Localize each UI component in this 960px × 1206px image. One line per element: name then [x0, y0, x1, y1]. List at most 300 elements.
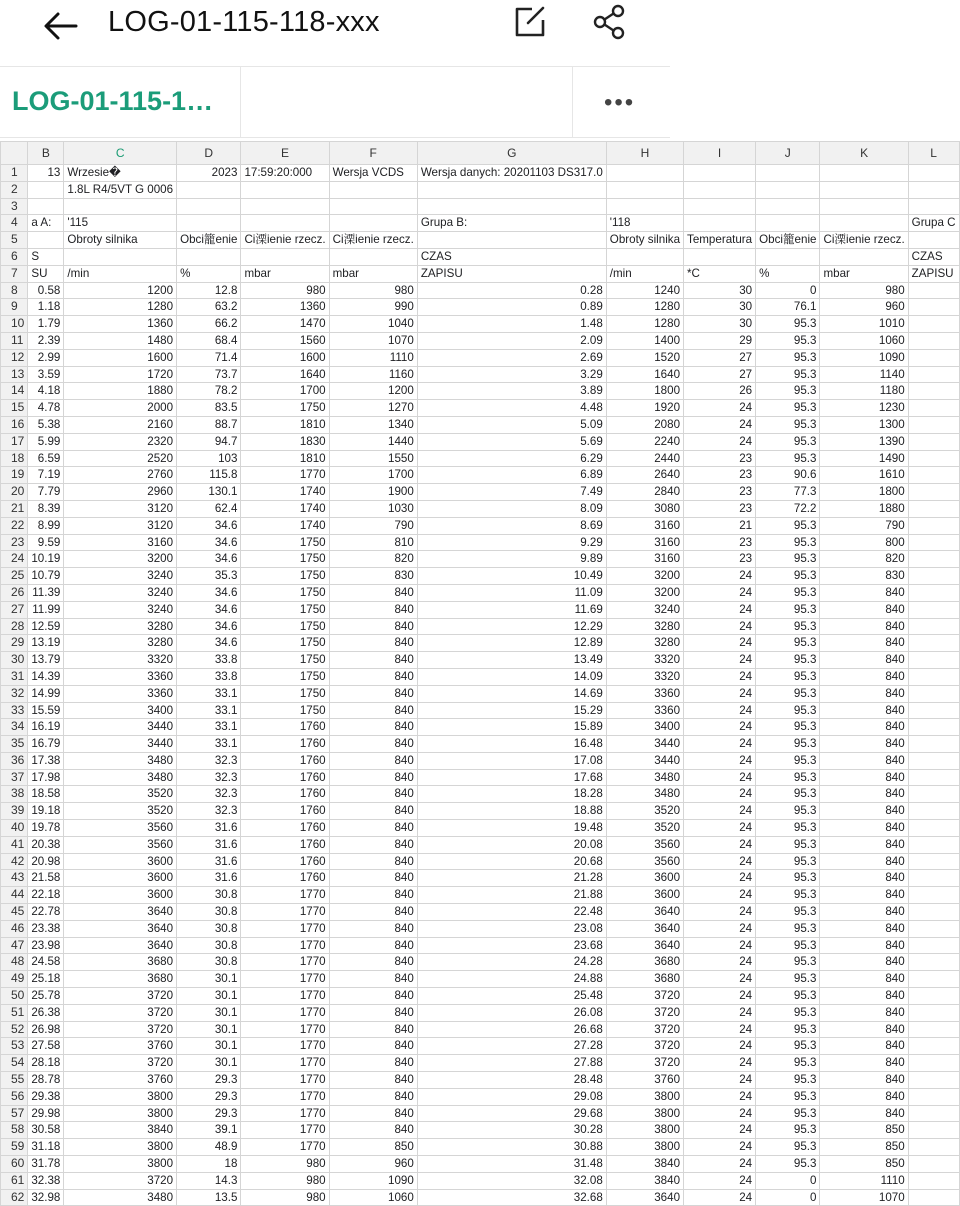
cell-i16[interactable]: 24 — [684, 416, 756, 433]
cell-b39[interactable]: 19.18 — [28, 803, 64, 820]
cell-i52[interactable]: 24 — [684, 1021, 756, 1038]
cell-b59[interactable]: 31.18 — [28, 1139, 64, 1156]
cell-j39[interactable]: 95.3 — [756, 803, 820, 820]
cell-l8[interactable] — [908, 282, 959, 299]
cell-g40[interactable]: 19.48 — [417, 820, 606, 837]
cell-e13[interactable]: 1640 — [241, 366, 329, 383]
cell-d4[interactable] — [177, 215, 241, 232]
cell-k29[interactable]: 840 — [820, 635, 908, 652]
cell-l7[interactable]: ZAPISU — [908, 265, 959, 282]
cell-l30[interactable] — [908, 652, 959, 669]
row-header[interactable]: 43 — [1, 870, 28, 887]
cell-e48[interactable]: 1770 — [241, 954, 329, 971]
cell-i48[interactable]: 24 — [684, 954, 756, 971]
cell-c60[interactable]: 3800 — [64, 1156, 177, 1173]
cell-c25[interactable]: 3240 — [64, 568, 177, 585]
cell-j8[interactable]: 0 — [756, 282, 820, 299]
cell-k5[interactable]: Ci溧ienie rzecz. — [820, 232, 908, 249]
sheet-tab-active[interactable]: LOG-01-115-1… — [12, 86, 214, 116]
cell-d46[interactable]: 30.8 — [177, 920, 241, 937]
cell-b58[interactable]: 30.58 — [28, 1122, 64, 1139]
cell-i56[interactable]: 24 — [684, 1088, 756, 1105]
cell-e43[interactable]: 1760 — [241, 870, 329, 887]
cell-h30[interactable]: 3320 — [606, 652, 683, 669]
cell-j19[interactable]: 90.6 — [756, 467, 820, 484]
cell-b61[interactable]: 32.38 — [28, 1172, 64, 1189]
cell-j17[interactable]: 95.3 — [756, 433, 820, 450]
cell-g21[interactable]: 8.09 — [417, 500, 606, 517]
cell-d62[interactable]: 13.5 — [177, 1189, 241, 1206]
cell-h57[interactable]: 3800 — [606, 1105, 683, 1122]
cell-f24[interactable]: 820 — [329, 551, 417, 568]
cell-e5[interactable]: Ci溧ienie rzecz. — [241, 232, 329, 249]
cell-e19[interactable]: 1770 — [241, 467, 329, 484]
cell-d51[interactable]: 30.1 — [177, 1004, 241, 1021]
cell-h48[interactable]: 3680 — [606, 954, 683, 971]
cell-l61[interactable] — [908, 1172, 959, 1189]
cell-b31[interactable]: 14.39 — [28, 668, 64, 685]
cell-b56[interactable]: 29.38 — [28, 1088, 64, 1105]
cell-f17[interactable]: 1440 — [329, 433, 417, 450]
cell-i13[interactable]: 27 — [684, 366, 756, 383]
cell-f26[interactable]: 840 — [329, 584, 417, 601]
cell-g45[interactable]: 22.48 — [417, 904, 606, 921]
cell-d9[interactable]: 63.2 — [177, 299, 241, 316]
cell-e30[interactable]: 1750 — [241, 652, 329, 669]
cell-j58[interactable]: 95.3 — [756, 1122, 820, 1139]
cell-j47[interactable]: 95.3 — [756, 937, 820, 954]
cell-d52[interactable]: 30.1 — [177, 1021, 241, 1038]
cell-f29[interactable]: 840 — [329, 635, 417, 652]
row-header[interactable]: 61 — [1, 1172, 28, 1189]
cell-j13[interactable]: 95.3 — [756, 366, 820, 383]
row-header[interactable]: 24 — [1, 551, 28, 568]
cell-k13[interactable]: 1140 — [820, 366, 908, 383]
cell-i10[interactable]: 30 — [684, 316, 756, 333]
row-header[interactable]: 51 — [1, 1004, 28, 1021]
cell-d35[interactable]: 33.1 — [177, 736, 241, 753]
cell-c13[interactable]: 1720 — [64, 366, 177, 383]
cell-g10[interactable]: 1.48 — [417, 316, 606, 333]
cell-i58[interactable]: 24 — [684, 1122, 756, 1139]
cell-b38[interactable]: 18.58 — [28, 786, 64, 803]
cell-d58[interactable]: 39.1 — [177, 1122, 241, 1139]
cell-c7[interactable]: /min — [64, 265, 177, 282]
cell-k46[interactable]: 840 — [820, 920, 908, 937]
cell-j28[interactable]: 95.3 — [756, 618, 820, 635]
cell-f59[interactable]: 850 — [329, 1139, 417, 1156]
cell-e40[interactable]: 1760 — [241, 820, 329, 837]
cell-h23[interactable]: 3160 — [606, 534, 683, 551]
cell-f1[interactable]: Wersja VCDS — [329, 165, 417, 182]
row-header[interactable]: 11 — [1, 332, 28, 349]
cell-d14[interactable]: 78.2 — [177, 383, 241, 400]
cell-e54[interactable]: 1770 — [241, 1055, 329, 1072]
cell-f9[interactable]: 990 — [329, 299, 417, 316]
cell-l58[interactable] — [908, 1122, 959, 1139]
row-header[interactable]: 33 — [1, 702, 28, 719]
cell-e25[interactable]: 1750 — [241, 568, 329, 585]
cell-l46[interactable] — [908, 920, 959, 937]
cell-h40[interactable]: 3520 — [606, 820, 683, 837]
cell-k48[interactable]: 840 — [820, 954, 908, 971]
cell-b14[interactable]: 4.18 — [28, 383, 64, 400]
cell-j30[interactable]: 95.3 — [756, 652, 820, 669]
cell-h28[interactable]: 3280 — [606, 618, 683, 635]
row-header[interactable]: 29 — [1, 635, 28, 652]
cell-h25[interactable]: 3200 — [606, 568, 683, 585]
cell-d47[interactable]: 30.8 — [177, 937, 241, 954]
cell-k54[interactable]: 840 — [820, 1055, 908, 1072]
row-header[interactable]: 53 — [1, 1038, 28, 1055]
column-header-j[interactable]: J — [756, 142, 820, 165]
cell-g8[interactable]: 0.28 — [417, 282, 606, 299]
cell-k53[interactable]: 840 — [820, 1038, 908, 1055]
cell-e7[interactable]: mbar — [241, 265, 329, 282]
cell-d16[interactable]: 88.7 — [177, 416, 241, 433]
cell-d6[interactable] — [177, 248, 241, 265]
cell-c53[interactable]: 3760 — [64, 1038, 177, 1055]
cell-b23[interactable]: 9.59 — [28, 534, 64, 551]
row-header[interactable]: 25 — [1, 568, 28, 585]
cell-k18[interactable]: 1490 — [820, 450, 908, 467]
cell-b11[interactable]: 2.39 — [28, 332, 64, 349]
cell-e56[interactable]: 1770 — [241, 1088, 329, 1105]
row-header[interactable]: 10 — [1, 316, 28, 333]
cell-f62[interactable]: 1060 — [329, 1189, 417, 1206]
cell-k4[interactable] — [820, 215, 908, 232]
cell-h10[interactable]: 1280 — [606, 316, 683, 333]
cell-g47[interactable]: 23.68 — [417, 937, 606, 954]
cell-l43[interactable] — [908, 870, 959, 887]
cell-b42[interactable]: 20.98 — [28, 853, 64, 870]
cell-e33[interactable]: 1750 — [241, 702, 329, 719]
cell-d44[interactable]: 30.8 — [177, 887, 241, 904]
cell-b53[interactable]: 27.58 — [28, 1038, 64, 1055]
cell-i50[interactable]: 24 — [684, 988, 756, 1005]
cell-b21[interactable]: 8.39 — [28, 500, 64, 517]
cell-i1[interactable] — [684, 165, 756, 182]
row-header[interactable]: 42 — [1, 853, 28, 870]
cell-j2[interactable] — [756, 181, 820, 198]
cell-g9[interactable]: 0.89 — [417, 299, 606, 316]
cell-h9[interactable]: 1280 — [606, 299, 683, 316]
cell-f19[interactable]: 1700 — [329, 467, 417, 484]
cell-c49[interactable]: 3680 — [64, 971, 177, 988]
row-header[interactable]: 1 — [1, 165, 28, 182]
cell-c24[interactable]: 3200 — [64, 551, 177, 568]
cell-g52[interactable]: 26.68 — [417, 1021, 606, 1038]
cell-k41[interactable]: 840 — [820, 836, 908, 853]
cell-l34[interactable] — [908, 719, 959, 736]
cell-d10[interactable]: 66.2 — [177, 316, 241, 333]
cell-l23[interactable] — [908, 534, 959, 551]
cell-j14[interactable]: 95.3 — [756, 383, 820, 400]
cell-j59[interactable]: 95.3 — [756, 1139, 820, 1156]
cell-c28[interactable]: 3280 — [64, 618, 177, 635]
cell-f4[interactable] — [329, 215, 417, 232]
cell-i36[interactable]: 24 — [684, 752, 756, 769]
cell-h20[interactable]: 2840 — [606, 484, 683, 501]
cell-g23[interactable]: 9.29 — [417, 534, 606, 551]
cell-f50[interactable]: 840 — [329, 988, 417, 1005]
cell-h21[interactable]: 3080 — [606, 500, 683, 517]
cell-l57[interactable] — [908, 1105, 959, 1122]
cell-c39[interactable]: 3520 — [64, 803, 177, 820]
row-header[interactable]: 58 — [1, 1122, 28, 1139]
cell-k6[interactable] — [820, 248, 908, 265]
cell-i19[interactable]: 23 — [684, 467, 756, 484]
row-header[interactable]: 35 — [1, 736, 28, 753]
cell-h61[interactable]: 3840 — [606, 1172, 683, 1189]
cell-c32[interactable]: 3360 — [64, 685, 177, 702]
cell-c8[interactable]: 1200 — [64, 282, 177, 299]
cell-f35[interactable]: 840 — [329, 736, 417, 753]
cell-e42[interactable]: 1760 — [241, 853, 329, 870]
cell-j9[interactable]: 76.1 — [756, 299, 820, 316]
cell-j57[interactable]: 95.3 — [756, 1105, 820, 1122]
cell-j3[interactable] — [756, 198, 820, 215]
more-options-button[interactable]: ••• — [604, 89, 636, 116]
cell-e29[interactable]: 1750 — [241, 635, 329, 652]
cell-b57[interactable]: 29.98 — [28, 1105, 64, 1122]
cell-d2[interactable] — [177, 181, 241, 198]
cell-l54[interactable] — [908, 1055, 959, 1072]
cell-f52[interactable]: 840 — [329, 1021, 417, 1038]
cell-c27[interactable]: 3240 — [64, 601, 177, 618]
cell-b50[interactable]: 25.78 — [28, 988, 64, 1005]
cell-j10[interactable]: 95.3 — [756, 316, 820, 333]
row-header[interactable]: 36 — [1, 752, 28, 769]
cell-f58[interactable]: 840 — [329, 1122, 417, 1139]
row-header[interactable]: 26 — [1, 584, 28, 601]
cell-h56[interactable]: 3800 — [606, 1088, 683, 1105]
cell-j51[interactable]: 95.3 — [756, 1004, 820, 1021]
row-header[interactable]: 34 — [1, 719, 28, 736]
cell-c6[interactable] — [64, 248, 177, 265]
cell-c22[interactable]: 3120 — [64, 517, 177, 534]
cell-g59[interactable]: 30.88 — [417, 1139, 606, 1156]
cell-b15[interactable]: 4.78 — [28, 400, 64, 417]
cell-i17[interactable]: 24 — [684, 433, 756, 450]
cell-d19[interactable]: 115.8 — [177, 467, 241, 484]
row-header[interactable]: 19 — [1, 467, 28, 484]
cell-h53[interactable]: 3720 — [606, 1038, 683, 1055]
cell-k7[interactable]: mbar — [820, 265, 908, 282]
cell-l50[interactable] — [908, 988, 959, 1005]
cell-i5[interactable]: Temperatura — [684, 232, 756, 249]
cell-e6[interactable] — [241, 248, 329, 265]
cell-j61[interactable]: 0 — [756, 1172, 820, 1189]
column-header-h[interactable]: H — [606, 142, 683, 165]
cell-f34[interactable]: 840 — [329, 719, 417, 736]
cell-e62[interactable]: 980 — [241, 1189, 329, 1206]
cell-b7[interactable]: SU — [28, 265, 64, 282]
cell-l18[interactable] — [908, 450, 959, 467]
cell-b25[interactable]: 10.79 — [28, 568, 64, 585]
cell-f25[interactable]: 830 — [329, 568, 417, 585]
cell-h7[interactable]: /min — [606, 265, 683, 282]
cell-j60[interactable]: 95.3 — [756, 1156, 820, 1173]
cell-e35[interactable]: 1760 — [241, 736, 329, 753]
cell-f6[interactable] — [329, 248, 417, 265]
cell-f15[interactable]: 1270 — [329, 400, 417, 417]
cell-b40[interactable]: 19.78 — [28, 820, 64, 837]
cell-l51[interactable] — [908, 1004, 959, 1021]
cell-d37[interactable]: 32.3 — [177, 769, 241, 786]
cell-b51[interactable]: 26.38 — [28, 1004, 64, 1021]
cell-h29[interactable]: 3280 — [606, 635, 683, 652]
row-header[interactable]: 23 — [1, 534, 28, 551]
cell-f61[interactable]: 1090 — [329, 1172, 417, 1189]
cell-g43[interactable]: 21.28 — [417, 870, 606, 887]
cell-g11[interactable]: 2.09 — [417, 332, 606, 349]
row-header[interactable]: 4 — [1, 215, 28, 232]
cell-e3[interactable] — [241, 198, 329, 215]
cell-l31[interactable] — [908, 668, 959, 685]
cell-c46[interactable]: 3640 — [64, 920, 177, 937]
cell-b41[interactable]: 20.38 — [28, 836, 64, 853]
row-header[interactable]: 37 — [1, 769, 28, 786]
cell-l20[interactable] — [908, 484, 959, 501]
row-header[interactable]: 18 — [1, 450, 28, 467]
cell-h52[interactable]: 3720 — [606, 1021, 683, 1038]
cell-f53[interactable]: 840 — [329, 1038, 417, 1055]
cell-b20[interactable]: 7.79 — [28, 484, 64, 501]
cell-h39[interactable]: 3520 — [606, 803, 683, 820]
cell-k21[interactable]: 1880 — [820, 500, 908, 517]
cell-i14[interactable]: 26 — [684, 383, 756, 400]
cell-j45[interactable]: 95.3 — [756, 904, 820, 921]
cell-i15[interactable]: 24 — [684, 400, 756, 417]
row-header[interactable]: 50 — [1, 988, 28, 1005]
cell-f54[interactable]: 840 — [329, 1055, 417, 1072]
cell-h50[interactable]: 3720 — [606, 988, 683, 1005]
cell-h37[interactable]: 3480 — [606, 769, 683, 786]
cell-b49[interactable]: 25.18 — [28, 971, 64, 988]
cell-c41[interactable]: 3560 — [64, 836, 177, 853]
cell-g60[interactable]: 31.48 — [417, 1156, 606, 1173]
cell-h17[interactable]: 2240 — [606, 433, 683, 450]
cell-i7[interactable]: *C — [684, 265, 756, 282]
cell-g48[interactable]: 24.28 — [417, 954, 606, 971]
row-header[interactable]: 13 — [1, 366, 28, 383]
cell-k25[interactable]: 830 — [820, 568, 908, 585]
cell-l36[interactable] — [908, 752, 959, 769]
cell-c57[interactable]: 3800 — [64, 1105, 177, 1122]
cell-j7[interactable]: % — [756, 265, 820, 282]
cell-d24[interactable]: 34.6 — [177, 551, 241, 568]
cell-l33[interactable] — [908, 702, 959, 719]
cell-k17[interactable]: 1390 — [820, 433, 908, 450]
cell-j20[interactable]: 77.3 — [756, 484, 820, 501]
cell-c55[interactable]: 3760 — [64, 1072, 177, 1089]
cell-l60[interactable] — [908, 1156, 959, 1173]
cell-b33[interactable]: 15.59 — [28, 702, 64, 719]
cell-j27[interactable]: 95.3 — [756, 601, 820, 618]
cell-b52[interactable]: 26.98 — [28, 1021, 64, 1038]
cell-b62[interactable]: 32.98 — [28, 1189, 64, 1206]
cell-b37[interactable]: 17.98 — [28, 769, 64, 786]
cell-i21[interactable]: 23 — [684, 500, 756, 517]
cell-d27[interactable]: 34.6 — [177, 601, 241, 618]
cell-i30[interactable]: 24 — [684, 652, 756, 669]
cell-j16[interactable]: 95.3 — [756, 416, 820, 433]
cell-c11[interactable]: 1480 — [64, 332, 177, 349]
cell-j40[interactable]: 95.3 — [756, 820, 820, 837]
cell-g62[interactable]: 32.68 — [417, 1189, 606, 1206]
row-header[interactable]: 52 — [1, 1021, 28, 1038]
cell-e46[interactable]: 1770 — [241, 920, 329, 937]
cell-l14[interactable] — [908, 383, 959, 400]
row-header[interactable]: 12 — [1, 349, 28, 366]
cell-j11[interactable]: 95.3 — [756, 332, 820, 349]
cell-j1[interactable] — [756, 165, 820, 182]
cell-j42[interactable]: 95.3 — [756, 853, 820, 870]
cell-h19[interactable]: 2640 — [606, 467, 683, 484]
cell-c54[interactable]: 3720 — [64, 1055, 177, 1072]
cell-k60[interactable]: 850 — [820, 1156, 908, 1173]
row-header[interactable]: 55 — [1, 1072, 28, 1089]
cell-l5[interactable] — [908, 232, 959, 249]
cell-g31[interactable]: 14.09 — [417, 668, 606, 685]
cell-j25[interactable]: 95.3 — [756, 568, 820, 585]
cell-l27[interactable] — [908, 601, 959, 618]
cell-l35[interactable] — [908, 736, 959, 753]
cell-c2[interactable]: 1.8L R4/5VT G 0006 — [64, 181, 177, 198]
cell-j32[interactable]: 95.3 — [756, 685, 820, 702]
cell-j48[interactable]: 95.3 — [756, 954, 820, 971]
cell-l1[interactable] — [908, 165, 959, 182]
cell-g37[interactable]: 17.68 — [417, 769, 606, 786]
cell-k42[interactable]: 840 — [820, 853, 908, 870]
cell-g51[interactable]: 26.08 — [417, 1004, 606, 1021]
cell-h15[interactable]: 1920 — [606, 400, 683, 417]
row-header[interactable]: 32 — [1, 685, 28, 702]
cell-h5[interactable]: Obroty silnika — [606, 232, 683, 249]
row-header[interactable]: 20 — [1, 484, 28, 501]
cell-e41[interactable]: 1760 — [241, 836, 329, 853]
cell-j26[interactable]: 95.3 — [756, 584, 820, 601]
row-header[interactable]: 39 — [1, 803, 28, 820]
row-header[interactable]: 28 — [1, 618, 28, 635]
cell-j52[interactable]: 95.3 — [756, 1021, 820, 1038]
row-header[interactable]: 38 — [1, 786, 28, 803]
cell-d36[interactable]: 32.3 — [177, 752, 241, 769]
cell-f51[interactable]: 840 — [329, 1004, 417, 1021]
cell-g30[interactable]: 13.49 — [417, 652, 606, 669]
cell-c35[interactable]: 3440 — [64, 736, 177, 753]
cell-c10[interactable]: 1360 — [64, 316, 177, 333]
cell-d26[interactable]: 34.6 — [177, 584, 241, 601]
cell-f20[interactable]: 1900 — [329, 484, 417, 501]
cell-f32[interactable]: 840 — [329, 685, 417, 702]
cell-d23[interactable]: 34.6 — [177, 534, 241, 551]
cell-g34[interactable]: 15.89 — [417, 719, 606, 736]
cell-h41[interactable]: 3560 — [606, 836, 683, 853]
cell-j36[interactable]: 95.3 — [756, 752, 820, 769]
cell-e60[interactable]: 980 — [241, 1156, 329, 1173]
cell-c17[interactable]: 2320 — [64, 433, 177, 450]
cell-i26[interactable]: 24 — [684, 584, 756, 601]
cell-d60[interactable]: 18 — [177, 1156, 241, 1173]
cell-d15[interactable]: 83.5 — [177, 400, 241, 417]
cell-f38[interactable]: 840 — [329, 786, 417, 803]
cell-l24[interactable] — [908, 551, 959, 568]
cell-b34[interactable]: 16.19 — [28, 719, 64, 736]
cell-l62[interactable] — [908, 1189, 959, 1206]
cell-c38[interactable]: 3520 — [64, 786, 177, 803]
